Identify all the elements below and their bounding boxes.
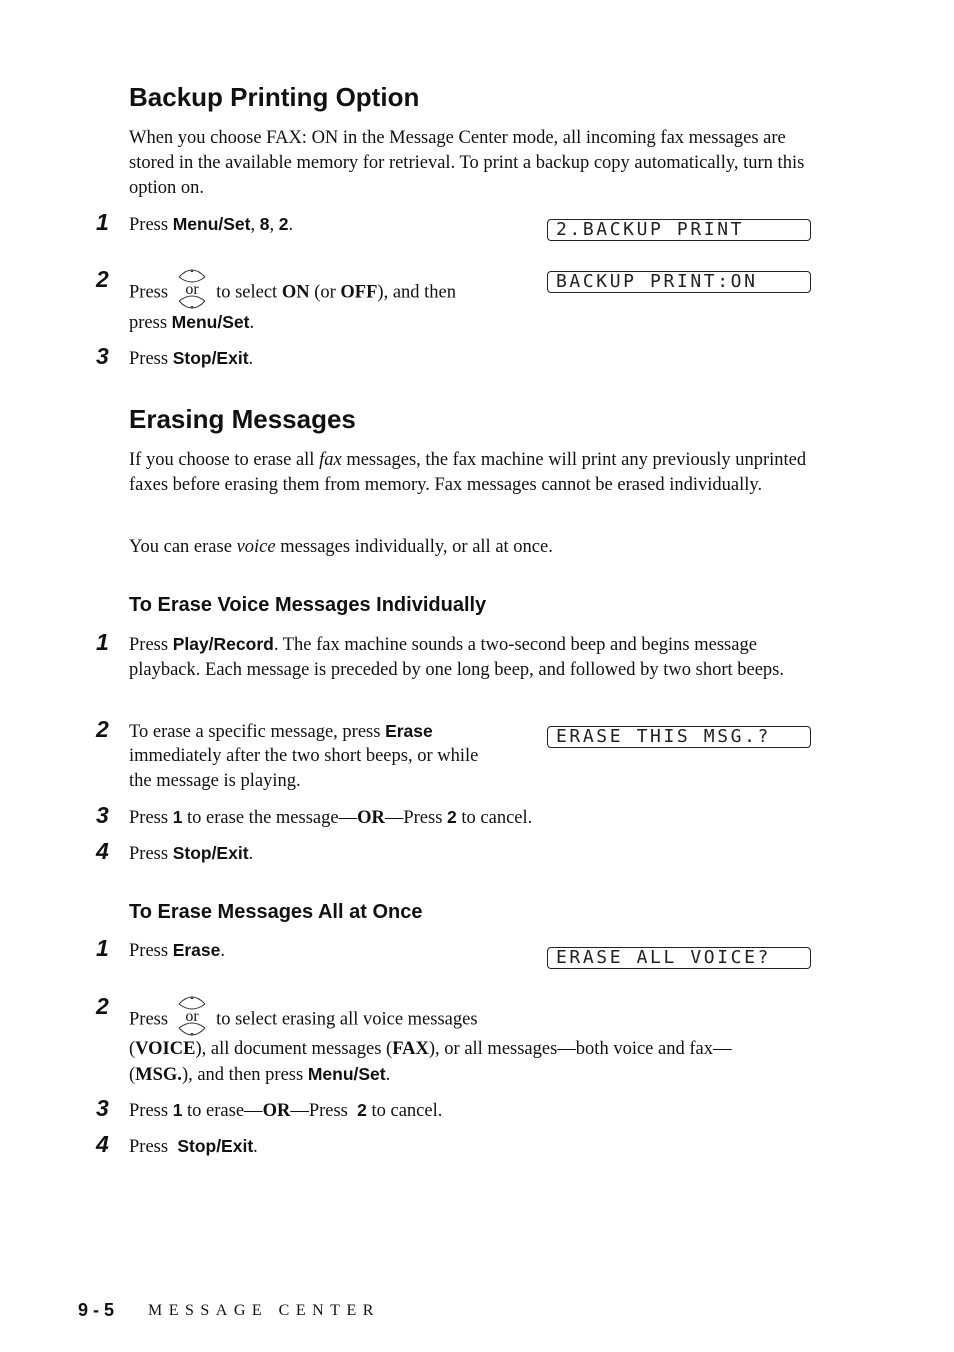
step-text: Press Stop/Exit. <box>129 348 254 369</box>
svg-text:▲: ▲ <box>189 269 195 274</box>
step-number: 1 <box>96 209 109 235</box>
step-text: Press 1 to erase—OR—Press 2 to cancel. <box>129 1100 443 1121</box>
key-label: 8 <box>259 214 270 234</box>
key-label: 2 <box>357 1100 367 1120</box>
step-number: 2 <box>96 266 109 292</box>
navigation-arrows-icon <box>176 265 208 313</box>
lcd-display: ERASE THIS MSG.? <box>547 726 811 748</box>
svg-text:▼: ▼ <box>189 1033 195 1038</box>
key-label: Play/Record <box>172 634 274 654</box>
step-text: Press Stop/Exit. <box>129 843 254 864</box>
key-label: 1 <box>172 807 183 827</box>
lcd-display: BACKUP PRINT:ON <box>547 271 811 293</box>
step-text-continued: the message is playing. <box>129 771 301 791</box>
step-number: 3 <box>96 1095 109 1121</box>
step-number: 3 <box>96 802 109 828</box>
lcd-display: 2.BACKUP PRINT <box>547 219 811 241</box>
key-label: Erase <box>385 721 433 741</box>
key-label: Menu/Set <box>171 312 250 332</box>
backup-intro: When you choose FAX: ON in the Message Center mode, all incoming fax messages are stored in the available memory for retrieval. To print a backup copy automatically, turn this option on. <box>129 128 805 198</box>
key-label: Menu/Set <box>307 1064 386 1084</box>
step-number: 2 <box>96 993 109 1019</box>
section-title-erasing: Erasing Messages <box>129 404 356 434</box>
svg-text:▲: ▲ <box>189 996 195 1001</box>
step-text: Press Menu/Set, 8, 2. <box>129 214 294 235</box>
step-number: 4 <box>96 1131 109 1157</box>
step-text: Press ▲ ▼ or to select ON (or OFF), and then <box>129 269 456 317</box>
step-text: Press Play/Record. The fax machine sounds a two-second beep and begins message playback. Each message is preceded by one long beep, and followed by two short beeps. <box>129 634 785 680</box>
step-text: Press ▲ ▼ or to select erasing all voice messages <box>129 996 478 1044</box>
lcd-display: ERASE ALL VOICE? <box>547 947 811 969</box>
step-text: To erase a specific message, press Erase <box>129 721 433 742</box>
svg-text:or: or <box>185 1008 199 1025</box>
step-text-continued: press Menu/Set. <box>129 312 255 333</box>
step-number: 1 <box>96 935 109 961</box>
step-text-continued: immediately after the two short beeps, or while <box>129 746 479 766</box>
svg-text:▼: ▼ <box>189 306 195 311</box>
page-number: 9 - 5 <box>78 1300 115 1320</box>
step-number: 3 <box>96 343 109 369</box>
key-label: 1 <box>172 1100 183 1120</box>
navigation-arrows-icon <box>176 992 208 1040</box>
erasing-paragraph: If you choose to erase all fax messages, the fax machine will print any previously unprinted faxes before erasing them from memory. Fax messages cannot be erased individually. <box>129 450 807 495</box>
svg-text:or: or <box>185 281 199 298</box>
key-label: 2 <box>278 214 289 234</box>
step-number: 1 <box>96 629 109 655</box>
subsection-title-all-at-once: To Erase Messages All at Once <box>129 901 423 923</box>
erasing-paragraph: You can erase voice messages individually, or all at once. <box>129 537 553 557</box>
step-text-continued: (MSG.), and then press Menu/Set. <box>129 1064 391 1085</box>
key-label: Stop/Exit <box>177 1136 254 1156</box>
key-label: Erase <box>172 940 221 960</box>
key-label: Menu/Set <box>172 214 251 234</box>
step-number: 2 <box>96 716 109 742</box>
chapter-title: MESSAGE CENTER <box>148 1302 380 1319</box>
step-text-continued: (VOICE), all document messages (FAX), or all messages—both voice and fax— <box>129 1039 732 1059</box>
section-title-backup: Backup Printing Option <box>129 82 420 112</box>
key-label: Stop/Exit <box>172 348 249 368</box>
step-text: Press Stop/Exit. <box>129 1136 258 1157</box>
step-number: 4 <box>96 838 109 864</box>
step-text: Press 1 to erase the message—OR—Press 2 to cancel. <box>129 807 533 828</box>
key-label: Stop/Exit <box>172 843 249 863</box>
subsection-title-individual: To Erase Voice Messages Individually <box>129 594 487 616</box>
step-text: Press Erase. <box>129 940 225 961</box>
key-label: 2 <box>447 807 457 827</box>
